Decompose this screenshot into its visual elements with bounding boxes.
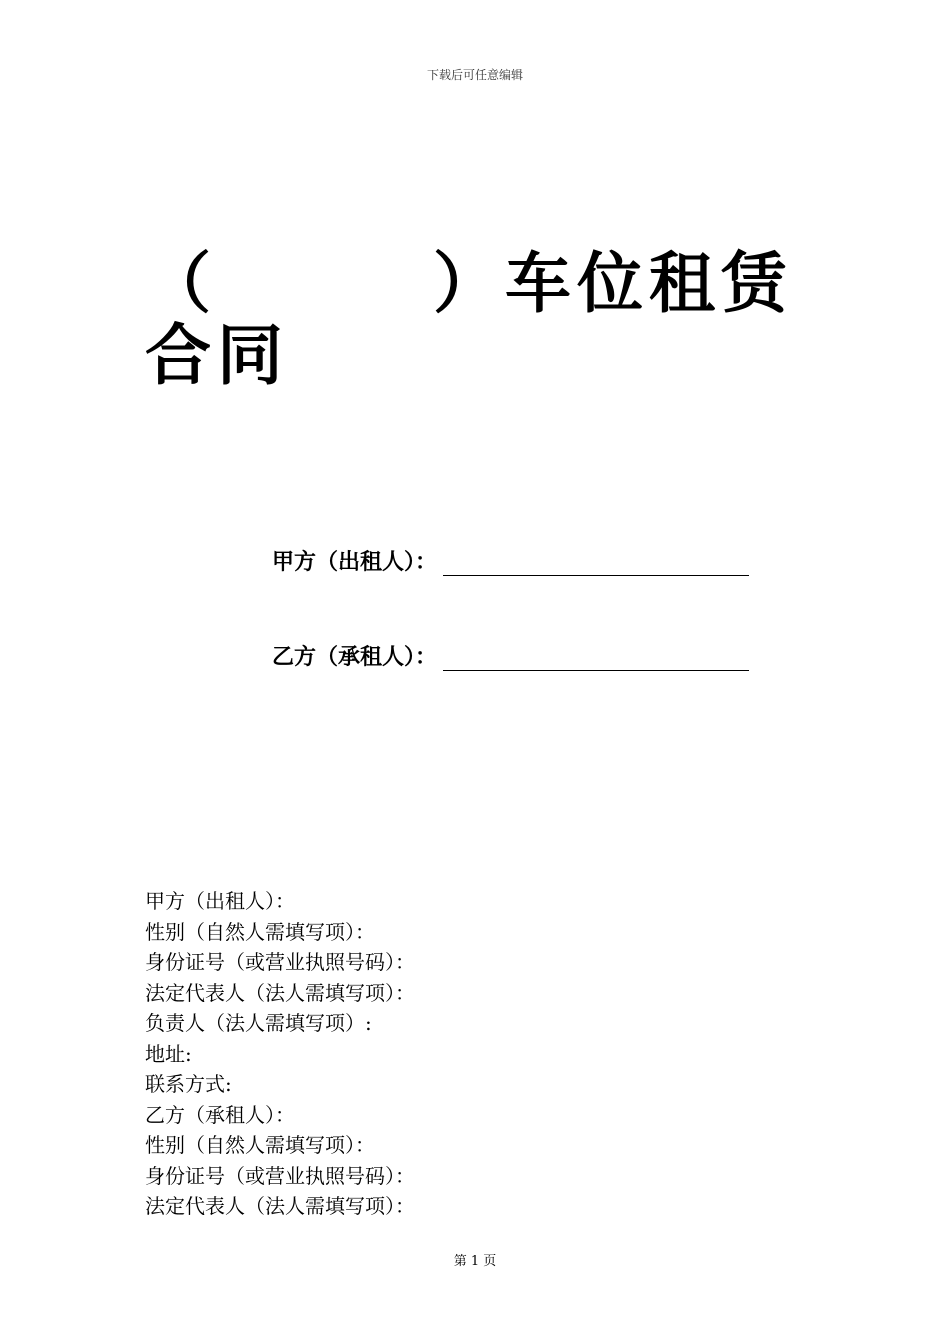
info-line: 乙方（承租人）： [145, 1102, 295, 1127]
info-line: 负责人（法人需填写项）: [145, 1011, 372, 1035]
party-info-list [145, 886, 415, 1222]
info-line: 性别（自然人需填写项）： [145, 1133, 375, 1157]
info-line: 联系方式: [145, 1072, 232, 1096]
party-a-signature-line [272, 545, 749, 576]
party-a-blank[interactable] [443, 549, 749, 576]
header-note: 下载后可任意编辑 [426, 68, 523, 82]
page-number: 第 1 页 [453, 1254, 497, 1269]
info-line: 性别（自然人需填写项）： [145, 919, 375, 944]
info-line: 法定代表人（法人需填写项）： [145, 1194, 415, 1218]
info-line: 地址: [145, 1041, 192, 1066]
info-line: 身份证号（或营业执照号码）： [145, 1163, 415, 1188]
party-b-blank[interactable] [443, 644, 749, 671]
info-line: 法定代表人（法人需填写项）： [145, 980, 415, 1005]
contract-title: （ ）车位租赁合同 [145, 245, 793, 394]
party-a-label: 甲方（出租人）： [272, 550, 438, 575]
party-b-label: 乙方（承租人）： [272, 645, 438, 670]
party-b-signature-line [272, 640, 749, 671]
info-line: 甲方（出租人）： [145, 889, 295, 913]
info-line: 身份证号（或营业执照号码）： [145, 950, 415, 974]
